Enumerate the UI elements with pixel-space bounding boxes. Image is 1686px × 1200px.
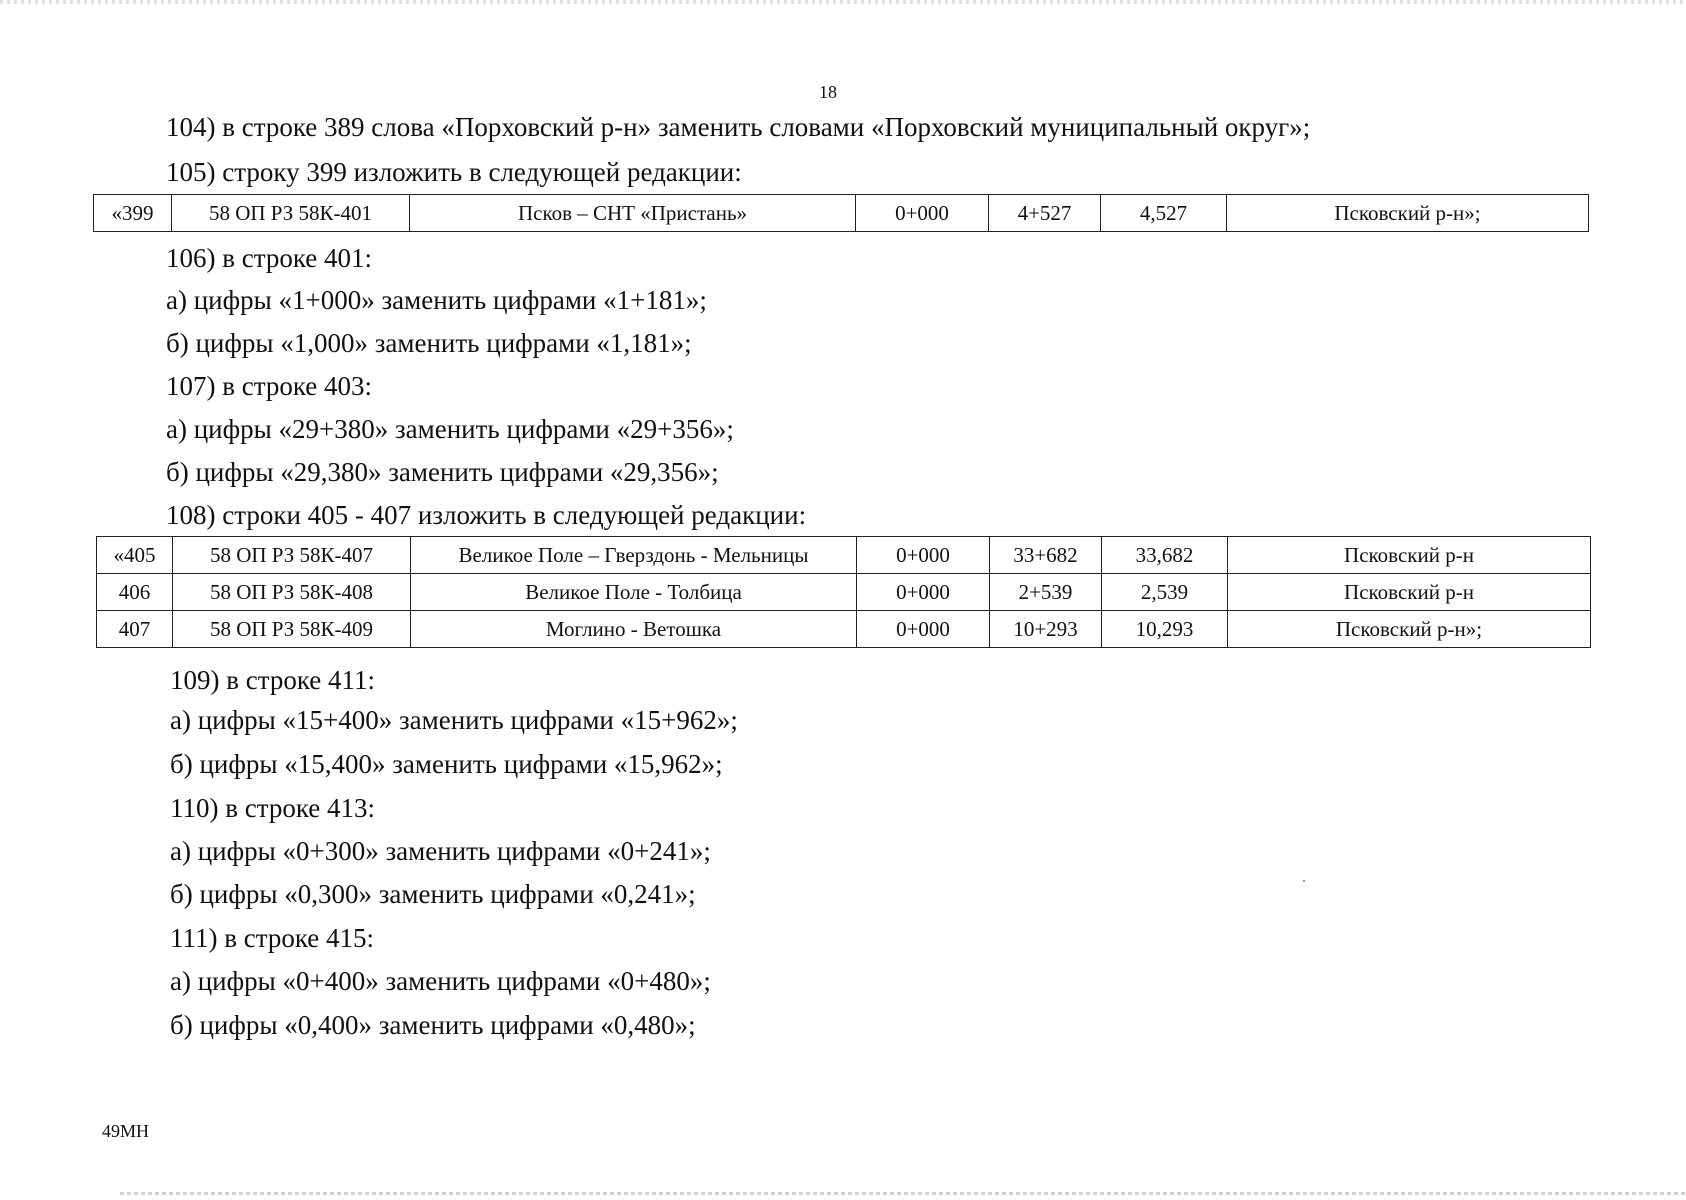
scan-speck <box>1303 880 1305 882</box>
cell-start-km: 0+000 <box>856 195 989 232</box>
cell-road-id: 58 ОП РЗ 58К-408 <box>173 574 411 611</box>
paragraph-111b: б) цифры «0,400» заменить цифрами «0,480»; <box>170 1010 696 1040</box>
paragraph-111: 111) в строке 415: <box>170 923 375 953</box>
paragraph-110: 110) в строке 413: <box>170 793 376 823</box>
cell-length: 4,527 <box>1101 195 1227 232</box>
paragraph-109: 109) в строке 411: <box>170 665 376 695</box>
paragraph-107a: а) цифры «29+380» заменить цифрами «29+356»; <box>166 414 734 444</box>
paragraph-106b: б) цифры «1,000» заменить цифрами «1,181»; <box>166 328 692 358</box>
cell-row-number: «399 <box>94 195 172 232</box>
paragraph-107b: б) цифры «29,380» заменить цифрами «29,356»; <box>166 457 719 487</box>
cell-row-number: 406 <box>97 574 173 611</box>
paragraph-108: 108) строки 405 - 407 изложить в следующей редакции: <box>166 500 807 530</box>
paragraph-106a: а) цифры «1+000» заменить цифрами «1+181»; <box>166 285 707 315</box>
cell-start-km: 0+000 <box>857 574 990 611</box>
cell-road-id: 58 ОП РЗ 58К-407 <box>173 537 411 574</box>
footer-code: 49МН <box>102 1121 150 1141</box>
cell-road-name: Псков – СНТ «Пристань» <box>410 195 856 232</box>
cell-district: Псковский р-н»; <box>1228 611 1591 648</box>
cell-start-km: 0+000 <box>857 537 990 574</box>
paragraph-107: 107) в строке 403: <box>166 371 373 401</box>
cell-end-km: 2+539 <box>990 574 1102 611</box>
page-number: 18 <box>819 82 837 102</box>
paragraph-105: 105) строку 399 изложить в следующей редакции: <box>166 157 742 187</box>
cell-road-id: 58 ОП РЗ 58К-409 <box>173 611 411 648</box>
cell-district: Псковский р-н <box>1228 574 1591 611</box>
cell-length: 10,293 <box>1102 611 1228 648</box>
paragraph-109b: б) цифры «15,400» заменить цифрами «15,962»; <box>170 749 723 779</box>
paragraph-109a: а) цифры «15+400» заменить цифрами «15+962»; <box>170 705 738 735</box>
cell-length: 2,539 <box>1102 574 1228 611</box>
cell-end-km: 33+682 <box>990 537 1102 574</box>
cell-road-name: Великое Поле - Толбица <box>411 574 857 611</box>
cell-road-id: 58 ОП РЗ 58К-401 <box>172 195 410 232</box>
cell-row-number: 407 <box>97 611 173 648</box>
paragraph-106: 106) в строке 401: <box>166 243 373 273</box>
cell-road-name: Великое Поле – Гверздонь - Мельницы <box>411 537 857 574</box>
paragraph-110a: а) цифры «0+300» заменить цифрами «0+241»; <box>170 836 711 866</box>
table-row <box>97 574 1591 611</box>
table-row <box>97 537 1591 574</box>
cell-end-km: 4+527 <box>989 195 1101 232</box>
paragraph-104: 104) в строке 389 слова «Порховский р-н» заменить словами «Порховский муниципальный округ»; <box>166 112 1311 142</box>
cell-end-km: 10+293 <box>990 611 1102 648</box>
table-row <box>94 195 1589 232</box>
cell-district: Псковский р-н»; <box>1227 195 1589 232</box>
table-rows-405-407 <box>96 536 1591 648</box>
table-row <box>97 611 1591 648</box>
paragraph-110b: б) цифры «0,300» заменить цифрами «0,241»; <box>170 879 696 909</box>
cell-district: Псковский р-н <box>1228 537 1591 574</box>
scan-edge-bottom <box>120 1192 1686 1195</box>
paragraph-111a: а) цифры «0+400» заменить цифрами «0+480»; <box>170 966 711 996</box>
cell-start-km: 0+000 <box>857 611 990 648</box>
cell-road-name: Моглино - Ветошка <box>411 611 857 648</box>
table-row-399 <box>93 194 1589 232</box>
cell-row-number: «405 <box>97 537 173 574</box>
cell-length: 33,682 <box>1102 537 1228 574</box>
scan-edge-top <box>0 0 1686 4</box>
